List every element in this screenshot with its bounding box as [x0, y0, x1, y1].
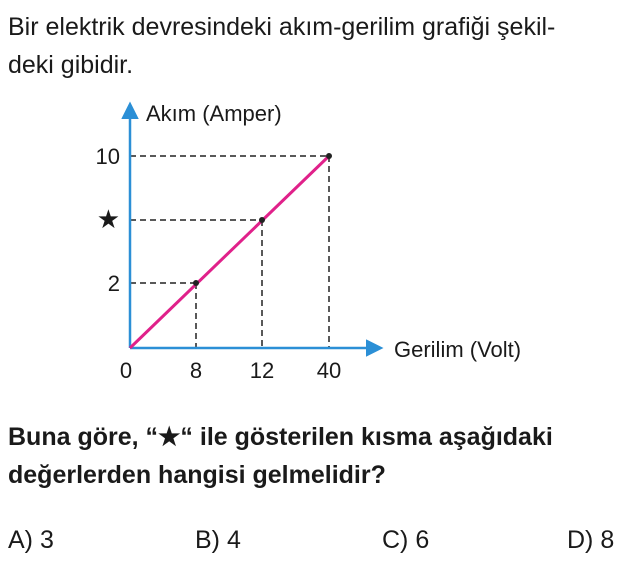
intro-line-1: Bir elektrik devresindeki akım-gerilim grafiği şekil- — [8, 13, 556, 41]
y-tick-label: 2 — [107, 271, 120, 296]
x-tick-label: 40 — [316, 358, 342, 383]
x-axis-label: Gerilim (Volt) — [394, 337, 522, 362]
option-d[interactable]: D) 8 — [567, 526, 615, 554]
option-c[interactable]: C) 6 — [382, 526, 430, 554]
y-tick-label: 10 — [95, 144, 120, 169]
data-point-2 — [259, 217, 265, 223]
x-tick-label: 8 — [189, 358, 203, 383]
intro-text — [8, 8, 628, 84]
intro-line-2: deki gibidir. — [8, 51, 134, 79]
option-b[interactable]: B) 4 — [195, 526, 241, 554]
y-axis-label: Akım (Amper) — [146, 101, 282, 126]
question-text — [8, 418, 633, 494]
question-line-1: Buna göre, “★“ ile gösterilen kısma aşağıdaki — [8, 423, 553, 451]
data-line — [130, 156, 329, 348]
x-tick-label: 12 — [249, 358, 275, 383]
question-line-2: değerlerden hangisi gelmelidir? — [8, 461, 386, 489]
current-voltage-chart — [0, 95, 637, 395]
data-point-3 — [326, 153, 332, 159]
option-a[interactable]: A) 3 — [8, 526, 54, 554]
x-tick-label: 0 — [119, 358, 133, 383]
y-tick-label: ★ — [96, 204, 120, 234]
data-point-1 — [193, 280, 199, 286]
